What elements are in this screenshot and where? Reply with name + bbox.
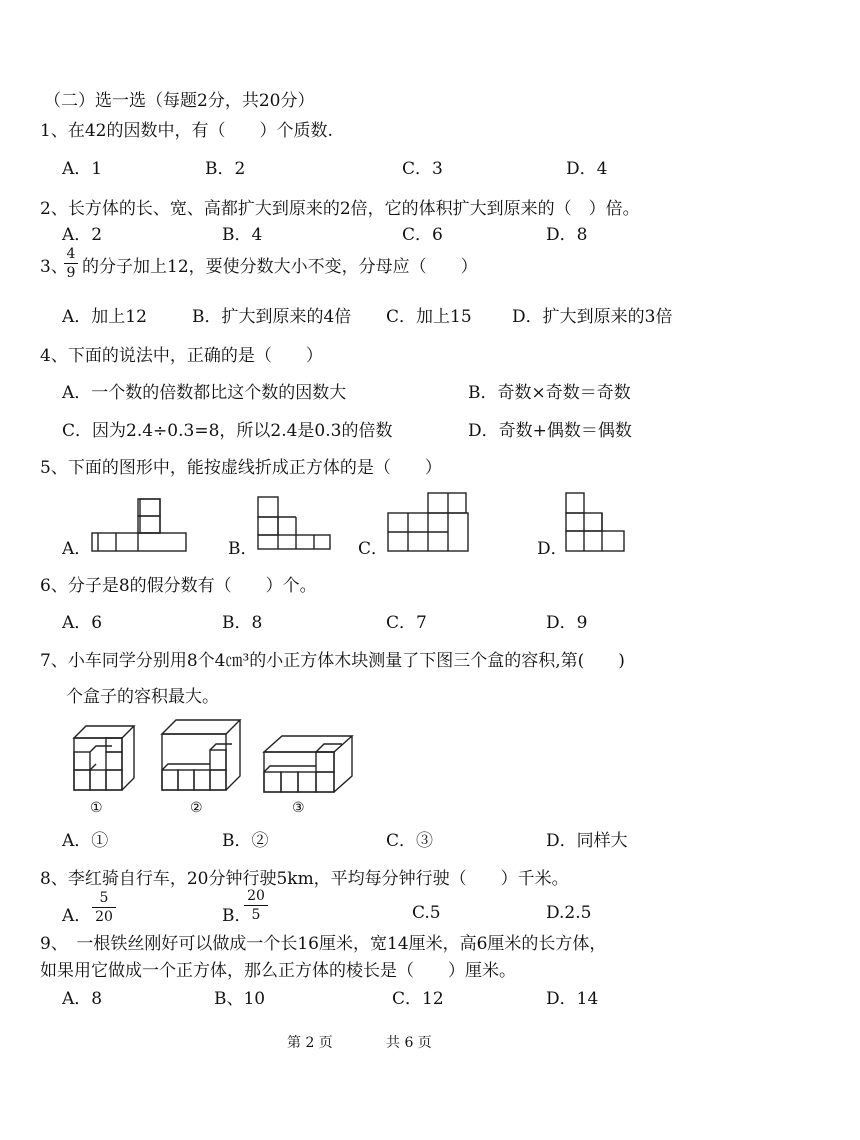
question-4-stem: 4、下面的说法中，正确的是（ ）	[40, 346, 323, 366]
box-label-1: ①	[90, 800, 103, 816]
q6-option-a: A．6	[62, 613, 103, 633]
q5-option-c: C．	[358, 539, 389, 559]
question-7-stem-line2: 个盒子的容积最大。	[66, 687, 219, 707]
q1-option-d: D．4	[566, 159, 608, 179]
q2-option-b: B．4	[222, 225, 263, 245]
q5-option-a: A．	[62, 539, 92, 559]
q3-option-d: D．扩大到原来的3倍	[512, 307, 673, 327]
q7-option-b: B．②	[222, 831, 269, 851]
net-d	[566, 493, 624, 551]
q3-fraction-bar	[64, 263, 78, 264]
question-3-number: 3、	[40, 257, 68, 277]
q3-fraction-denominator: 9	[66, 265, 76, 281]
box-label-3: ③	[292, 800, 305, 816]
box-label-2: ②	[190, 800, 203, 816]
q3-option-b: B．扩大到原来的4倍	[192, 307, 352, 327]
question-1-stem: 1、在42的因数中，有（ ）个质数.	[40, 121, 333, 141]
q7-option-d: D．同样大	[546, 831, 628, 851]
question-6-stem: 6、分子是8的假分数有（ ）个。	[40, 576, 317, 596]
q9-option-b: B、10	[214, 989, 266, 1009]
q8-a-denominator: 20	[95, 909, 113, 925]
q3-option-c: C．加上15	[386, 307, 472, 327]
question-8-stem: 8、李红骑自行车，20分钟行驶5km，平均每分钟行驶（ ）千米。	[40, 869, 569, 889]
q1-option-a: A．1	[62, 159, 103, 179]
q4-option-c: C．因为2.4÷0.3=8，所以2.4是0.3的倍数	[62, 421, 393, 441]
question-9-stem-line1: 9、 一根铁丝刚好可以做成一个长16厘米，宽14厘米，高6厘米的长方体，	[40, 934, 607, 954]
section-title: （二）选一选（每题2分，共20分）	[44, 91, 315, 111]
net-b	[258, 497, 330, 549]
q8-option-d: D.2.5	[546, 903, 592, 923]
q8-b-numerator: 20	[247, 888, 265, 904]
q7-option-c: C．③	[386, 831, 434, 851]
q3-fraction-numerator: 4	[66, 246, 76, 262]
q2-option-a: A．2	[62, 225, 103, 245]
q8-a-numerator: 5	[99, 890, 109, 906]
q6-option-d: D．9	[546, 613, 588, 633]
q1-option-b: B．2	[205, 159, 246, 179]
q6-option-c: C．7	[386, 613, 427, 633]
q4-option-a: A．一个数的倍数都比这个数的因数大	[62, 383, 347, 403]
q9-option-d: D．14	[546, 989, 599, 1009]
q2-option-d: D．8	[546, 225, 588, 245]
box-3	[264, 736, 352, 792]
q8-b-bar	[244, 905, 268, 906]
q5-option-d: D．	[537, 539, 568, 559]
q5-option-b: B．	[228, 539, 258, 559]
q3-fraction	[64, 246, 78, 281]
q4-option-d: D．奇数+偶数＝偶数	[468, 421, 632, 441]
q3-option-a: A．加上12	[62, 307, 147, 327]
q8-option-a-fraction	[92, 890, 116, 925]
q7-option-a: A．①	[62, 831, 109, 851]
net-a	[92, 499, 186, 551]
q1-option-c: C．3	[402, 159, 443, 179]
q6-option-b: B．8	[222, 613, 263, 633]
box-2	[162, 720, 240, 790]
question-9-stem-line2: 如果用它做成一个正方体，那么正方体的棱长是（ ）厘米。	[40, 961, 516, 981]
q9-option-c: C．12	[392, 989, 444, 1009]
footer-total-pages: 共 6 页	[386, 1035, 432, 1051]
box-1	[74, 726, 134, 790]
q8-a-bar	[92, 907, 116, 908]
q8-option-a-label: A．	[62, 906, 92, 926]
question-5-stem: 5、下面的图形中，能按虚线折成正方体的是（ ）	[40, 458, 442, 478]
question-3-stem: 的分子加上12，要使分数大小不变，分母应（ ）	[82, 257, 478, 277]
q8-option-b-fraction	[244, 888, 268, 923]
q9-option-a: A．8	[62, 989, 103, 1009]
q8-b-denominator: 5	[251, 907, 261, 923]
q8-option-c: C.5	[412, 903, 441, 923]
q4-option-b: B．奇数×奇数＝奇数	[468, 383, 631, 403]
q2-option-c: C．6	[402, 225, 443, 245]
q8-option-b-label: B．	[222, 906, 252, 926]
question-2-stem: 2、长方体的长、宽、高都扩大到原来的2倍，它的体积扩大到原来的（ ）倍。	[40, 199, 640, 219]
question-7-stem-line1: 7、小车同学分别用8个4㎝³的小正方体木块测量了下图三个盒的容积,第( )	[40, 651, 625, 671]
net-c	[388, 493, 468, 551]
footer-page-number: 第 2 页	[287, 1035, 333, 1051]
